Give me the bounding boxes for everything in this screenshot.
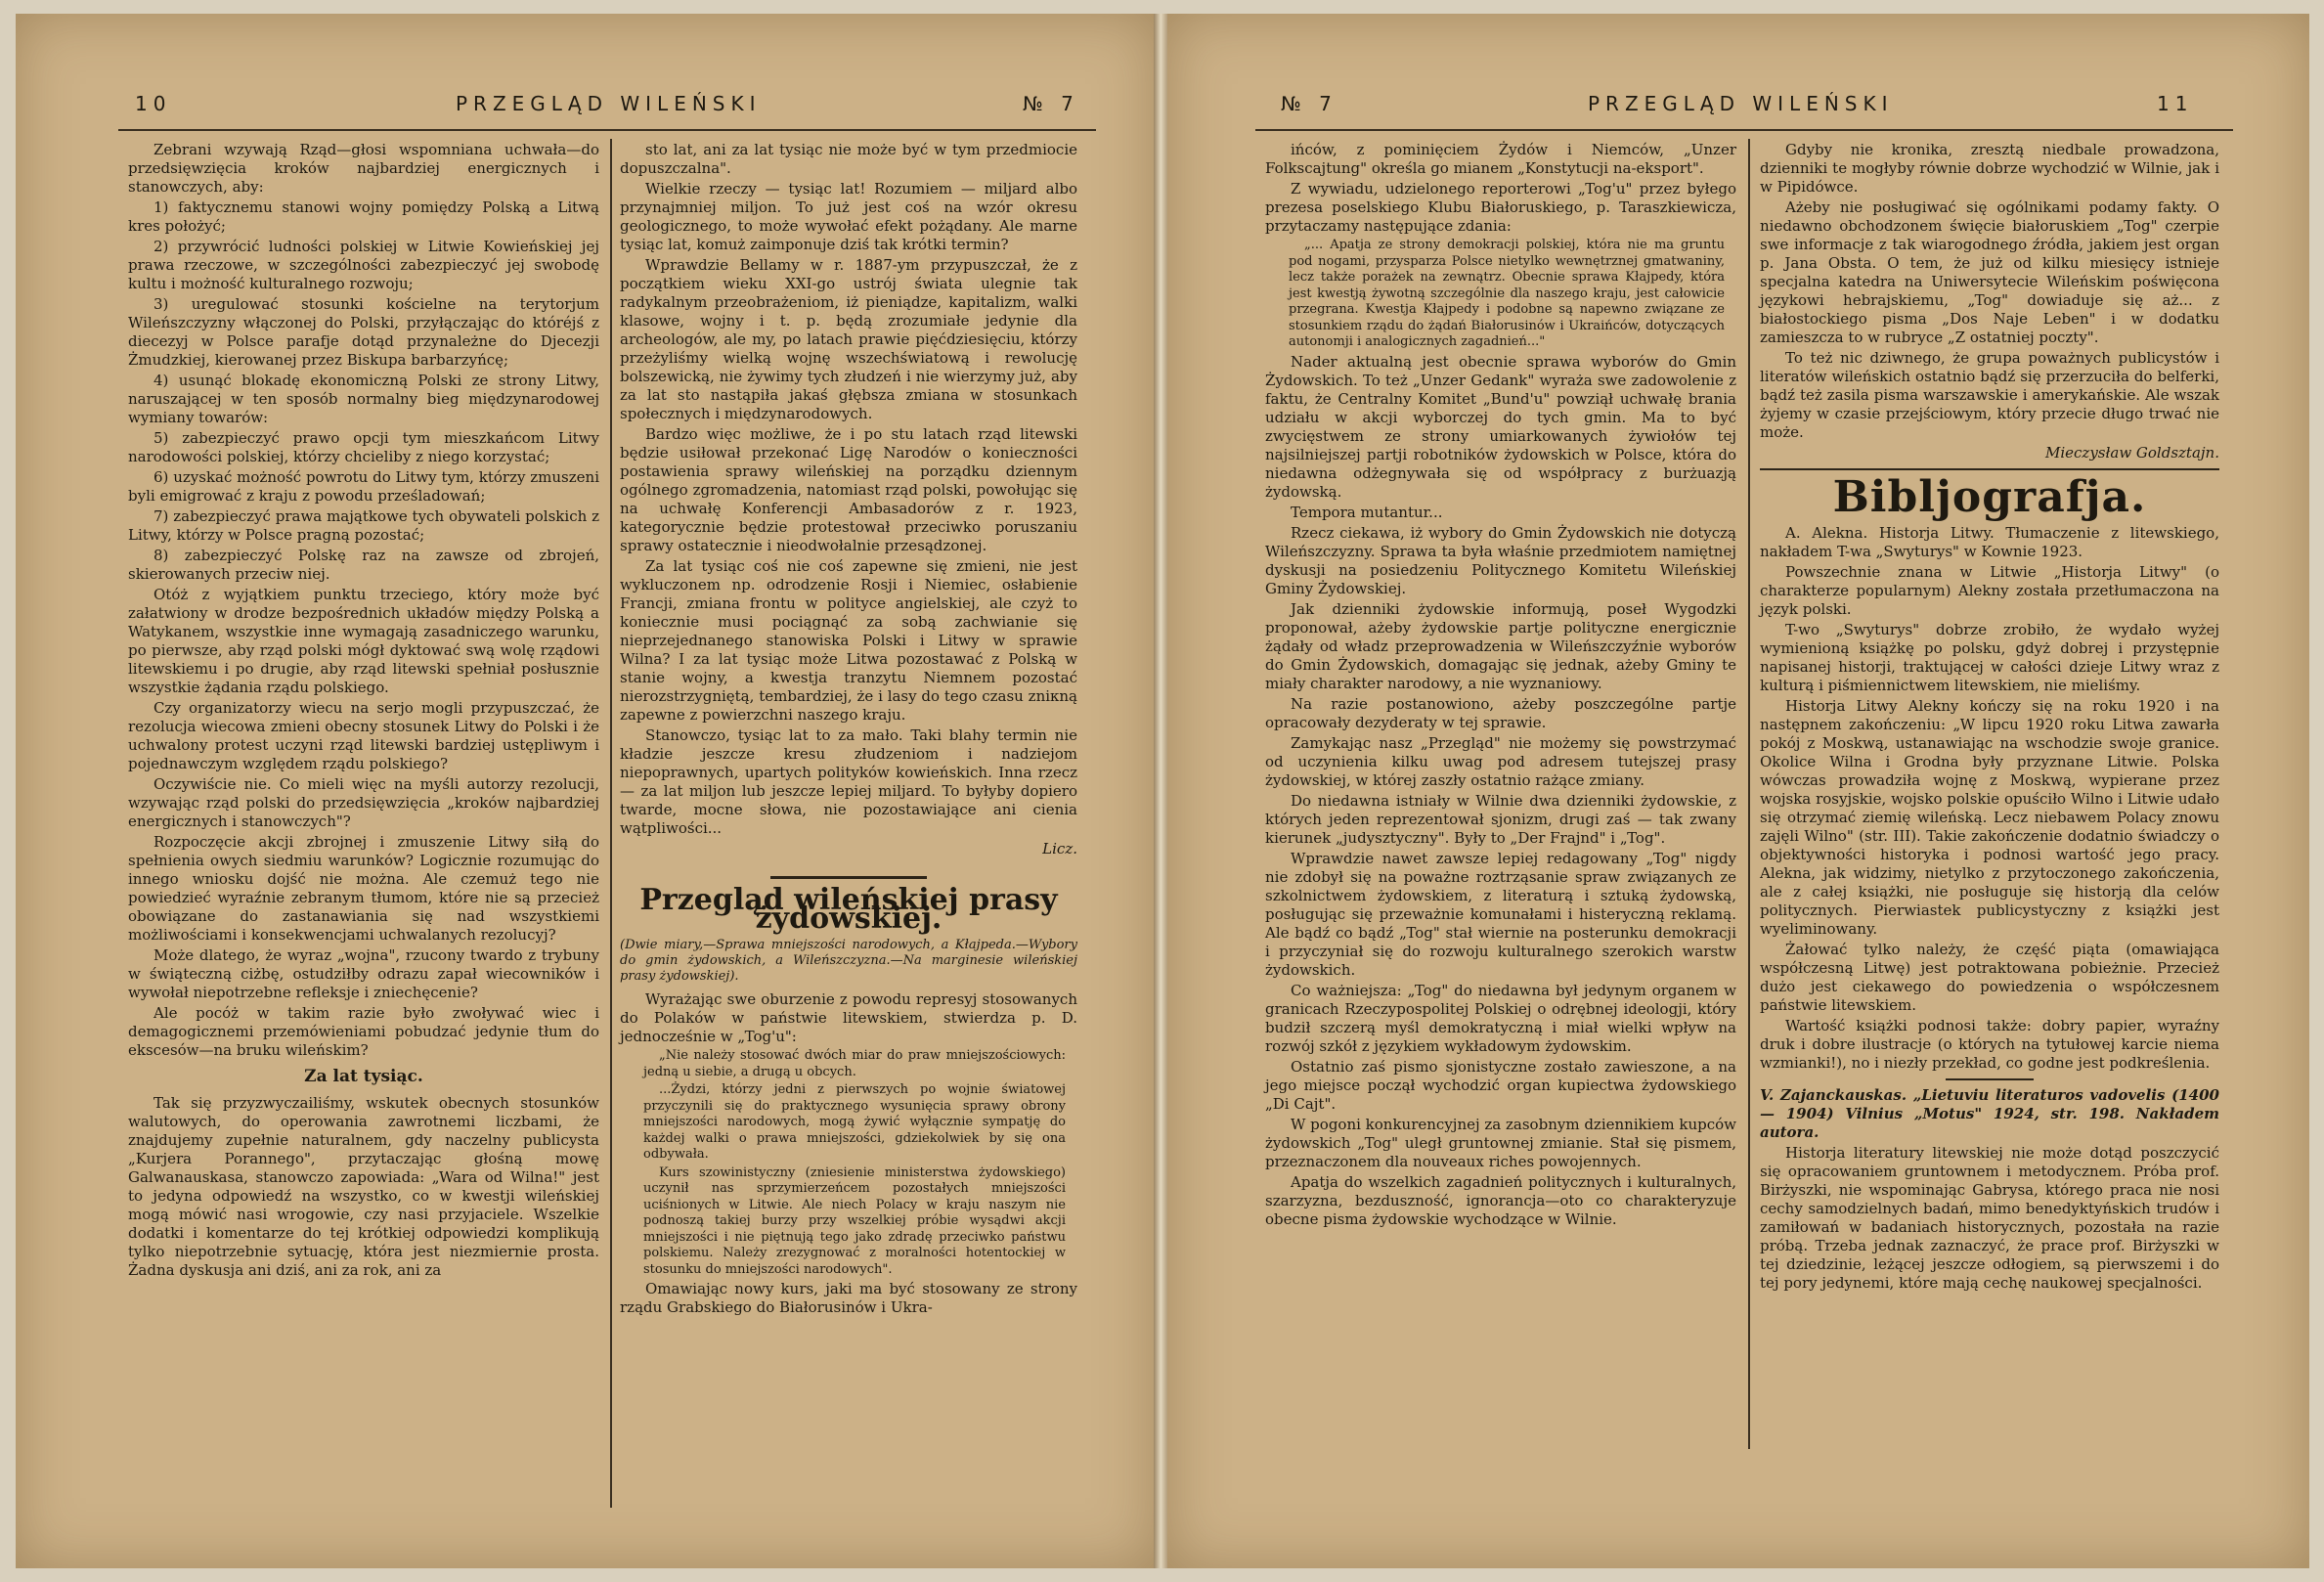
right-page (1167, 14, 2309, 1568)
bibliography-paragraph: Wartość książki podnosi także: dobry papier, wyraźny druk i dobre ilustracje (o których na tytułowej karcie niema wzmianki!), no i niezły przekład, co godne jest podkreślenia. (1760, 1017, 2219, 1072)
small-divider (1946, 1078, 2034, 1080)
article-quote: „Nie należy stosować dwóch miar do praw mniejszościowych: jedną u siebie, a drugą u obcych. (643, 1048, 1066, 1079)
bibliography-paragraph: Historja Litwy Alekny kończy się na roku 1920 i na następnem zakończeniu: „W lipcu 1920 roku Litwa zawarła pokój z Moskwą, ustanawiając na wschodzie swoje granice. Okolice Wilna i Grodna były przyznane Litwie. Polska wówczas prowadziła wojnę z Moskwą, wypierane przez wojska rosyjskie, wojsko polskie opuściło Wilno i Litwie udało się otrzymać ziemię wileńską. Lecz niebawem Polacy znowu zajęli Wilno" (str. III). Takie zakończenie dodatnio świadczy o objektywności historyka i podnosi wartość jego pracy. Alekna, jak widzimy, nietylko z przytoczonego zakończenia, ale z całej książki, nie posługuje się historją dla celów politycznych. Pierwiastek publicystyczny z książki jest wyeliminowany. (1760, 697, 2219, 938)
paragraph: To też nic dziwnego, że grupa poważnych publicystów i literatów wileńskich ostatnio bądź się przerzuciła do belferki, bądź też zasila pisma warszawskie i amerykańskie. Ale wszak żyjemy w czasie przejściowym, który przecie długo trwać nie może. (1760, 349, 2219, 441)
article-paragraph: Wyrażając swe oburzenie z powodu represyj stosowanych do Polaków w państwie litewskiem, stwierdza p. D. jednocześnie w „Tog'u": (620, 990, 1077, 1045)
paragraph: Tak się przyzwyczailiśmy, wskutek obecnych stosunków walutowych, do operowania zawrotnemi liczbami, że znajdujemy zupełnie naturalnem, gdy naczelny publicysta „Kurjera Porannego", przytaczając głośną mowę Galwanauskasa, stanowczo zapowiada: „Wara od Wilna!" jest to jedyna odpowiedź na wszystko, co w kwestji wileńskiej mogą mówić nasi wrogowie, czy nasi przyjaciele. Wszelkie dodatki i komentarze do tej krótkiej odpowiedzi komplikują tylko niepotrzebnie sytuację, która jest niezmiernie prosta. Żadna dyskusja ani dziś, ani za rok, ani za (128, 1094, 599, 1279)
quote: „... Apatja ze strony demokracji polskiej, która nie ma gruntu pod nogami, przysparza Polsce nietylko wewnętrznej gmatwaniny, lecz także porażek na zewnątrz. Obecnie sprawa Kłajpedy, która jest kwestją żywotną szczególnie dla naszego kraju, jest całowicie przegrana. Kwestja Kłajpedy i podobne są napewno związane ze stosunkiem rządu do żądań Białorusinów i Ukraińców, dotyczących autonomji i analogicznych zagadnień..." (1289, 238, 1725, 349)
paragraph: Stanowczo, tysiąc lat to za mało. Taki blahy termin nie kładzie jeszcze kresu złudzeniom i nadziejom niepoprawnych, upartych polityków kowieńskich. Inna rzecz — za lat miljon lub jeszcze lepiej miljard. To byłyby dopiero twarde, mocne słowa, nie pozostawiające ani cienia wątpliwości... (620, 726, 1077, 837)
paragraph: Na razie postanowiono, ażeby poszczególne partje opracowały dezyderaty w tej sprawie. (1265, 694, 1736, 731)
bibliography-paragraph: Powszechnie znana w Litwie „Historja Litwy" (o charakterze popularnym) Alekny została przetłumaczona na język polski. (1760, 563, 2219, 618)
bibliography-entry-2-head: V. Zajanckauskas. „Lietuviu literaturos vadovelis (1400 — 1904) Vilnius „Motus" 1924, str. 198. Nakładem autora. (1760, 1086, 2219, 1141)
article-quote: Kurs szowinistyczny (zniesienie ministerstwa żydowskiego) uczynił nas sprzymierzeńcem pozostałych mniejszości uciśnionych w Litwie. Ale niech Polacy w kraju naszym nie podnoszą takiej burzy przy wszelkiej próbie wysądwi akcji mniejszości i nie piętnują tego jako zdradę przeciwko państwu polskiemu. Należy zrezygnować z moralności hotentockiej w stosunku do mniejszości narodowych". (643, 1165, 1066, 1277)
signature-licz: Licz. (1042, 840, 1077, 857)
paragraph: Wprawdzie Bellamy w r. 1887-ym przypuszczał, że z początkiem wieku XXI-go ustrój świata ulegnie tak radykalnym przeobrażeniom, iż pieniądze, kapitalizm, walki klasowe, wojny i t. p. będą zrozumiałe jedynie dla archeologów, ale my, po latach prawie pięćdziesięciu, którzy przeżyliśmy wielką wojnę wszechświatową i rewolucję bolszewicką, nie żywimy tych złudzeń i nie wierzymy już, aby za lat sto nastąpiła jakaś głębsza zmiana w stosunkach społecznych i międzynarodowych. (620, 256, 1077, 422)
paragraph: Jak dzienniki żydowskie informują, poseł Wygodzki proponował, ażeby żydowskie partje polityczne energicznie żądały od władz przeprowadzenia w Wileńszczyźnie wyborów do Gmin Żydowskich, domagając się jednak, ażeby Gminy te miały charakter narodowy, a nie wyznaniowy. (1265, 599, 1736, 692)
right-header-rule (1255, 129, 2233, 131)
paragraph: Wprawdzie nawet zawsze lepiej redagowany „Tog" nigdy nie zdobył się na poważne roztrząsanie spraw związanych ze szkolnictwem żydowskiem, z literaturą i sztuką żydowską, posługując się przeważnie komunałami i histeryczną reklamą. Ale bądź co bądź „Tog" stał wiernie na posterunku demokracji i przyczyniał się do rozwoju kulturalnego szerokich warstw żydowskich. (1265, 849, 1736, 979)
article-quote: ...Żydzi, którzy jedni z pierwszych po wojnie światowej przyczynili się do praktycznego wysunięcia sprawy obrony mniejszości narodowych, mogą żywić wyłącznie sympatję do każdej walki o prawa mniejszości, gdziekolwiek by się ona odbywała. (643, 1082, 1066, 1162)
bibliography-title: Bibljografja. (1832, 472, 2147, 522)
paragraph: Nader aktualną jest obecnie sprawa wyborów do Gmin Żydowskich. To też „Unzer Gedank" wyraża swe zadowolenie z faktu, że Centralny Komitet „Bund'u" powziął uchwałę brania udziału w akcji wyborczej do tych gmin. Ma to być zwycięstwem ze strony umiarkowanych żywiołów tej najsilniejszej partji robotników żydowskich w Polsce, która do niedawna odżegnywała się od współpracy z burżuazją żydowską. (1265, 352, 1736, 501)
paragraph: Oczywiście nie. Co mieli więc na myśli autorzy rezolucji, wzywając rząd polski do przedsięwzięcia „kroków najbardziej energicznych i stanowczych"? (128, 775, 599, 830)
paragraph: Rzecz ciekawa, iż wybory do Gmin Żydowskich nie dotyczą Wileńszczyzny. Sprawa ta była właśnie przedmiotem namiętnej dyskusji na posiedzeniu Politycznego Komitetu Wileńskiej Gminy Żydowskiej. (1265, 523, 1736, 597)
paragraph: 7) zabezpieczyć prawa majątkowe tych obywateli polskich z Litwy, którzy w Polsce pragną pozostać; (128, 507, 599, 544)
left-issue-number: № 7 (1023, 92, 1079, 115)
paragraph: Wielkie rzeczy — tysiąc lat! Rozumiem — miljard albo przynajmniej miljon. To już jest coś na wzór okresu geologicznego, to może wywołać efekt pożądany. Ale marne tysiąc lat, komuż zaimponuje dziś tak krótki termin? (620, 180, 1077, 253)
bibliography-paragraph: Żałować tylko należy, że część piąta (omawiająca współczesną Litwę) jest potraktowana pobieżnie. Przecież dużo jest ciekawego do powiedzenia o współczesnem państwie litewskiem. (1760, 941, 2219, 1014)
section-divider (1760, 468, 2219, 470)
paragraph: 5) zabezpieczyć prawo opcji tym mieszkańcom Litwy narodowości polskiej, którzy chcieliby z niego korzystać; (128, 429, 599, 465)
paragraph: Gdyby nie kronika, zresztą niedbale prowadzona, dzienniki te mogłyby równie dobrze wychodzić w Wilnie, jak i w Pipidówce. (1760, 141, 2219, 196)
paragraph: sto lat, ani za lat tysiąc nie może być w tym przedmiocie dopuszczalna". (620, 141, 1077, 177)
section-heading: Za lat tysiąc. (304, 1067, 423, 1086)
article-paragraph: Omawiając nowy kurs, jaki ma być stosowany ze strony rządu Grabskiego do Białorusinów i Ukra- (620, 1280, 1077, 1316)
paragraph: 8) zabezpieczyć Polskę raz na zawsze od zbrojeń, skierowanych przeciw niej. (128, 547, 599, 583)
paragraph: Czy organizatorzy wiecu na serjo mogli przypuszczać, że rezolucja wiecowa zmieni obecny stosunek Litwy do Polski i że uchwalony protest uczyni rząd litewski bardziej ustępliwym i pojednawczym względem rządu polskiego? (128, 699, 599, 772)
paragraph: Do niedawna istniały w Wilnie dwa dzienniki żydowskie, z których jeden reprezentował sjonizm, drugi zaś — tak zwany kierunek „judysztyczny". Były to „Der Frajnd" i „Tog". (1265, 791, 1736, 847)
paragraph: ińców, z pominięciem Żydów i Niemców, „Unzer Folkscajtung" określa go mianem „Konstytucji na-eksport". (1265, 141, 1736, 177)
paragraph: Co ważniejsza: „Tog" do niedawna był jedynym organem w granicach Rzeczypospolitej Polskiej o odrębnej ideologji, który budził szczerą myśl demokratyczną i miał wielki wpływ na rozwój szkół z językiem wykładowym żydowskim. (1265, 981, 1736, 1055)
left-running-head: PRZEGLĄD WILEŃSKI (456, 92, 762, 115)
paragraph: Zamykając nasz „Przegląd" nie możemy się powstrzymać od uczynienia kilku uwag pod adresem tutejszej prasy żydowskiej, w której zaszły ostatnio rażące zmiany. (1265, 733, 1736, 789)
paragraph: 4) usunąć blokadę ekonomiczną Polski ze strony Litwy, naruszającej w ten sposób normalny bieg międzynarodowej wymiany towarów: (128, 372, 599, 426)
right-column-2 (1760, 141, 2219, 1295)
paragraph: Zebrani wzywają Rząd—głosi wspomniana uchwała—do przedsięwzięcia kroków najbardziej energicznych i stanowczych, aby: (128, 141, 599, 196)
left-column-1 (128, 141, 599, 1282)
right-page-number: 11 (2157, 92, 2194, 115)
left-page (16, 14, 1156, 1568)
right-issue-number: № 7 (1281, 92, 1337, 115)
paragraph: 2) przywrócić ludności polskiej w Litwie Kowieńskiej jej prawa rzeczowe, w szczególności zabezpieczyć jej swobodę kultu i możność kulturalnego rozwoju; (128, 238, 599, 292)
bibliography-paragraph: Historja literatury litewskiej nie może dotąd poszczycić się opracowaniem gruntownem i metodycznem. Próba prof. Birżyszki, nie wspominając Gabrysa, którego praca nie nosi cechy samodzielnych badań, mimo benedyktyńskich trudów i zamiłowań w badaniach historycznych, pozostała na razie próbą. Trzeba jednak zaznaczyć, że prace prof. Birżyszki w tej dziedzinie, leżącej jeszcze odłogiem, są pierwszemi i do tej pory jedynemi, które mają cechę naukowej specjalności. (1760, 1144, 2219, 1292)
paragraph: 1) faktycznemu stanowi wojny pomiędzy Polską a Litwą kres położyć; (128, 198, 599, 235)
bibliography-paragraph: T-wo „Swyturys" dobrze zrobiło, że wydało wyżej wymienioną książkę po polsku, gdyż dobrej i przystępnie napisanej historji, traktującej w całości dzieje Litwy wraz z kulturą i piśmiennictwem litewskiem, nie mieliśmy. (1760, 621, 2219, 694)
left-column-divider (610, 139, 612, 1508)
paragraph: Tempora mutantur... (1291, 503, 1443, 521)
left-column-2 (620, 141, 1077, 1319)
left-page-number: 10 (135, 92, 172, 115)
paragraph: Ażeby nie posługiwać się ogólnikami podamy fakty. O niedawno obchodzonem święcie białoruskiem „Tog" czerpie swe informacje z tak wiarogodnego źródła, jakiem jest organ p. Jana Obsta. O tem, że już od kilku miesięcy istnieje specjalna katedra na Uniwersytecie Wileńskim poświęcona językowi hebrajskiemu, „Tog" dowiaduje się aż... z białostockiego pisma „Dos Naje Leben" i w dodatku zamieszcza to w rubryce „Z ostatniej poczty". (1760, 198, 2219, 346)
article-subtitle: (Dwie miary,—Sprawa mniejszości narodowych, a Kłajpeda.—Wybory do gmin żydowskich, a Wileńszczyzna.—Na marginesie wileńskiej prasy żydowskiej). (620, 938, 1077, 984)
paragraph: Ostatnio zaś pismo sjonistyczne zostało zawieszone, a na jego miejsce począł wychodzić organ kupiectwa żydowskiego „Di Cajt". (1265, 1057, 1736, 1113)
paragraph: 3) uregulować stosunki kościelne na terytorjum Wileńszczyzny włączonej do Polski, przyłączając do któréjś z diecezyj w Polsce parafje dotąd przynależne do Djecezji Żmudzkiej, kierowanej przez Biskupa barbarzyńcę; (128, 295, 599, 369)
paragraph: Z wywiadu, udzielonego reporterowi „Tog'u" przez byłego prezesa poselskiego Klubu Białoruskiego, p. Taraszkiewicza, przytaczamy następujące zdania: (1265, 180, 1736, 235)
paragraph: Otóż z wyjątkiem punktu trzeciego, który może być załatwiony w drodze bezpośrednich układów między Polską a Watykanem, wszystkie inne wymagają zasadniczego warunku, po pierwsze, aby rząd polski mógł dyktować swą wolę rządowi litewskiemu i po drugie, aby rząd litewski spełniał posłusznie wszystkie żądania rządu polskiego. (128, 586, 599, 696)
ornament-divider (770, 876, 927, 879)
paragraph: Za lat tysiąc coś nie coś zapewne się zmieni, nie jest wykluczonem np. odrodzenie Rosji i Niemiec, osłabienie Francji, zmiana frontu w polityce angielskiej, ale czyż to koniecznie musi pociągnąć za sobą zachwianie się nieprzejednanego stanowiska Polski i Litwy w sprawie Wilna? I za lat tysiąc może Litwa pozostawać z Polską w stanie wojny, a kwestja tranzytu Niemnem pozostać nierozstrzygniętą, tembardziej, że i lasy do tego czasu zniкną zapewne z powierzchni naszego kraju. (620, 557, 1077, 724)
article-title: Przegląd wileńskiej prasy żydowskiej. (639, 883, 1058, 936)
paragraph: Ale pocóż w takim razie było zwoływać wiec i demagogicznemi przemówieniami pobudzać jedynie tłum do ekscesów—na bruku wileńskim? (128, 1004, 599, 1059)
signature-goldsztajn: Mieczysław Goldsztajn. (2045, 444, 2219, 461)
right-running-head: PRZEGLĄD WILEŃSKI (1588, 92, 1894, 115)
bibliography-paragraph: A. Alekna. Historja Litwy. Tłumaczenie z litewskiego, nakładem T-wa „Swyturys" w Kownie 1923. (1760, 524, 2219, 560)
paragraph: 6) uzyskać możność powrotu do Litwy tym, którzy zmuszeni byli emigrować z kraju z powodu prześladowań; (128, 468, 599, 505)
left-header-rule (118, 129, 1096, 131)
right-column-divider (1748, 139, 1750, 1449)
paragraph: Rozpoczęcie akcji zbrojnej i zmuszenie Litwy siłą do spełnienia owych siedmiu warunków? Logicznie rozumując do innego wniosku dojść nie można. Ale czemuż tego nie powiedzieć wyraźnie zebranym tłumom, które nie są przecież obowiązane do zastanawiania się nad wszystkiemi możliwościami i konsekwencjami uchwalanych rezolucyj? (128, 833, 599, 944)
paragraph: Może dlatego, że wyraz „wojna", rzucony twardo z trybuny w świąteczną ciżbę, ostudziłby odrazu zapał wiecowników i wywołał niepotrzebne refleksje i zniechęcenie? (128, 946, 599, 1001)
paragraph: Apatja do wszelkich zagadnień politycznych i kulturalnych, szarzyzna, bezduszność, ignorancja—oto co charakteryzuje obecne pisma żydowskie wychodzące w Wilnie. (1265, 1172, 1736, 1228)
paragraph: Bardzo więc możliwe, że i po stu latach rząd litewski będzie usiłował przekonać Ligę Narodów o konieczności postawienia sprawy wileńskiej na porządku dziennym ogólnego zgromadzenia, natomiast rząd polski, powołując się na uchwałę Konferencji Ambasadorów z r. 1923, kategorycznie będzie protestował przeciwko poruszaniu sprawy ostatecznie i nieodwołalnie przesądzonej. (620, 425, 1077, 554)
paragraph: W pogoni konkurencyjnej za zasobnym dziennikiem kupców żydowskich „Tog" uległ gruntownej zmianie. Stał się pismem, przeznaczonem dla nouveaux riches powojennych. (1265, 1115, 1736, 1170)
right-column-1 (1265, 141, 1736, 1231)
